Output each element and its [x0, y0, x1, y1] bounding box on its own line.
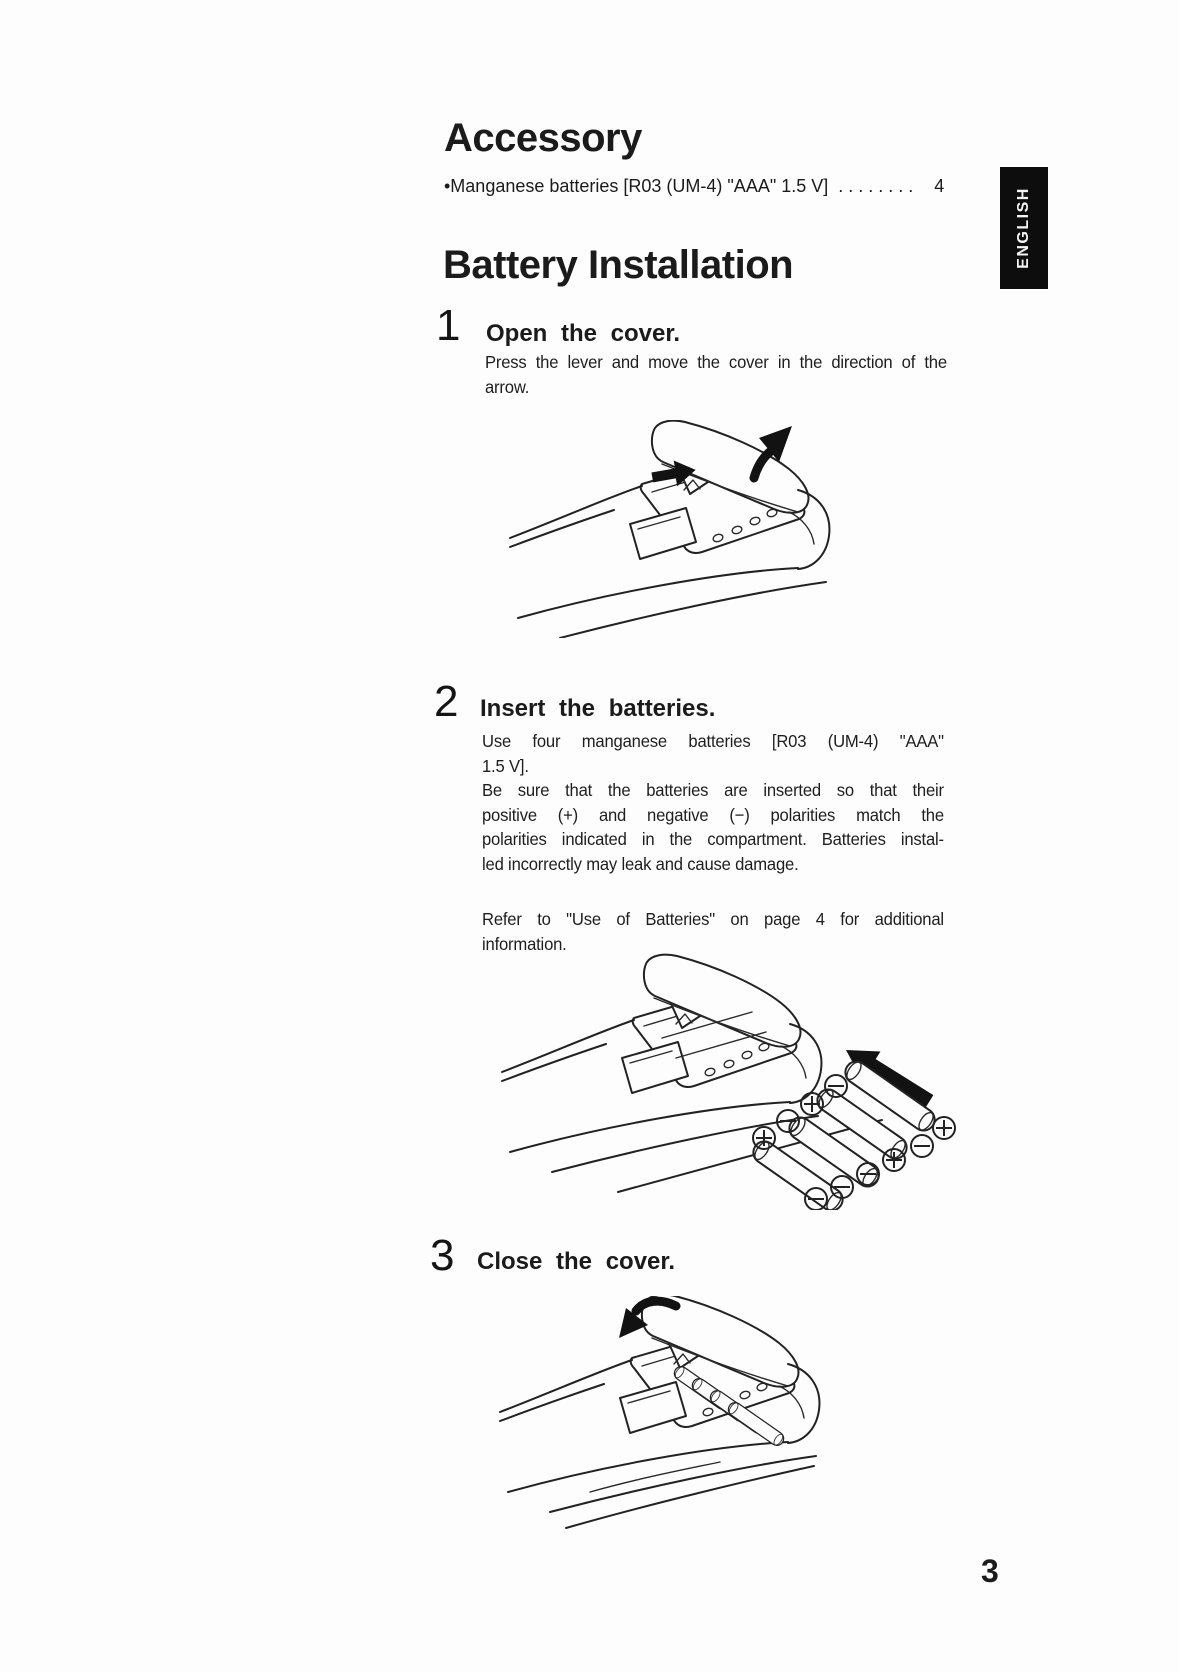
- language-tab-label: ENGLISH: [1015, 187, 1032, 269]
- step-1-body: [485, 350, 947, 399]
- plus-polarity-icon: [801, 1093, 823, 1115]
- minus-polarity-icon: [777, 1110, 799, 1132]
- open-cover-illustration: [502, 420, 847, 638]
- language-tab: [1000, 167, 1048, 289]
- plus-polarity-icon: [883, 1149, 905, 1171]
- body-line: Be sure that the batteries are inserted so that their: [482, 780, 944, 800]
- step-2-title: Insert the batteries.: [480, 695, 716, 722]
- body-line: positive (+) and negative (−) polarities match the: [482, 804, 944, 825]
- body-line: led incorrectly may leak and cause damage.: [482, 853, 799, 874]
- step-3-title: Close the cover.: [477, 1248, 676, 1275]
- body-line: Press the lever and move the cover in the direction of the: [485, 352, 947, 372]
- body-line: 1.5 V].: [482, 755, 529, 776]
- body-line: arrow.: [485, 376, 530, 397]
- step-3-number: 3: [430, 1231, 455, 1280]
- body-line: Refer to "Use of Batteries" on page 4 for additional: [482, 909, 944, 929]
- plus-polarity-icon: [933, 1117, 955, 1139]
- page-number: 3: [981, 1553, 999, 1589]
- body-line: Use four manganese batteries [R03 (UM-4) "AAA": [482, 731, 944, 751]
- step-1-title: Open the cover.: [486, 320, 681, 347]
- plus-polarity-icon: [753, 1127, 775, 1149]
- step-1-number: 1: [436, 301, 461, 350]
- step-2-body: [482, 729, 944, 876]
- dot-leader: ........: [838, 176, 919, 196]
- accessory-page-ref: 4: [934, 176, 945, 196]
- accessory-item-text: •Manganese batteries [R03 (UM-4) "AAA" 1.5 V]: [444, 176, 829, 196]
- insert-batteries-illustration: [498, 948, 958, 1210]
- body-line: information.: [482, 933, 567, 954]
- accessory-title: Accessory: [444, 116, 642, 160]
- step-2-number: 2: [434, 677, 459, 726]
- accessory-item-line: [444, 176, 944, 197]
- body-line: polarities indicated in the compartment. Batteries instal-: [482, 829, 944, 849]
- section-title: Battery Installation: [443, 243, 794, 287]
- minus-polarity-icon: [911, 1135, 933, 1157]
- body-line-stroke: [566, 1466, 814, 1528]
- close-cover-illustration: [470, 1296, 842, 1548]
